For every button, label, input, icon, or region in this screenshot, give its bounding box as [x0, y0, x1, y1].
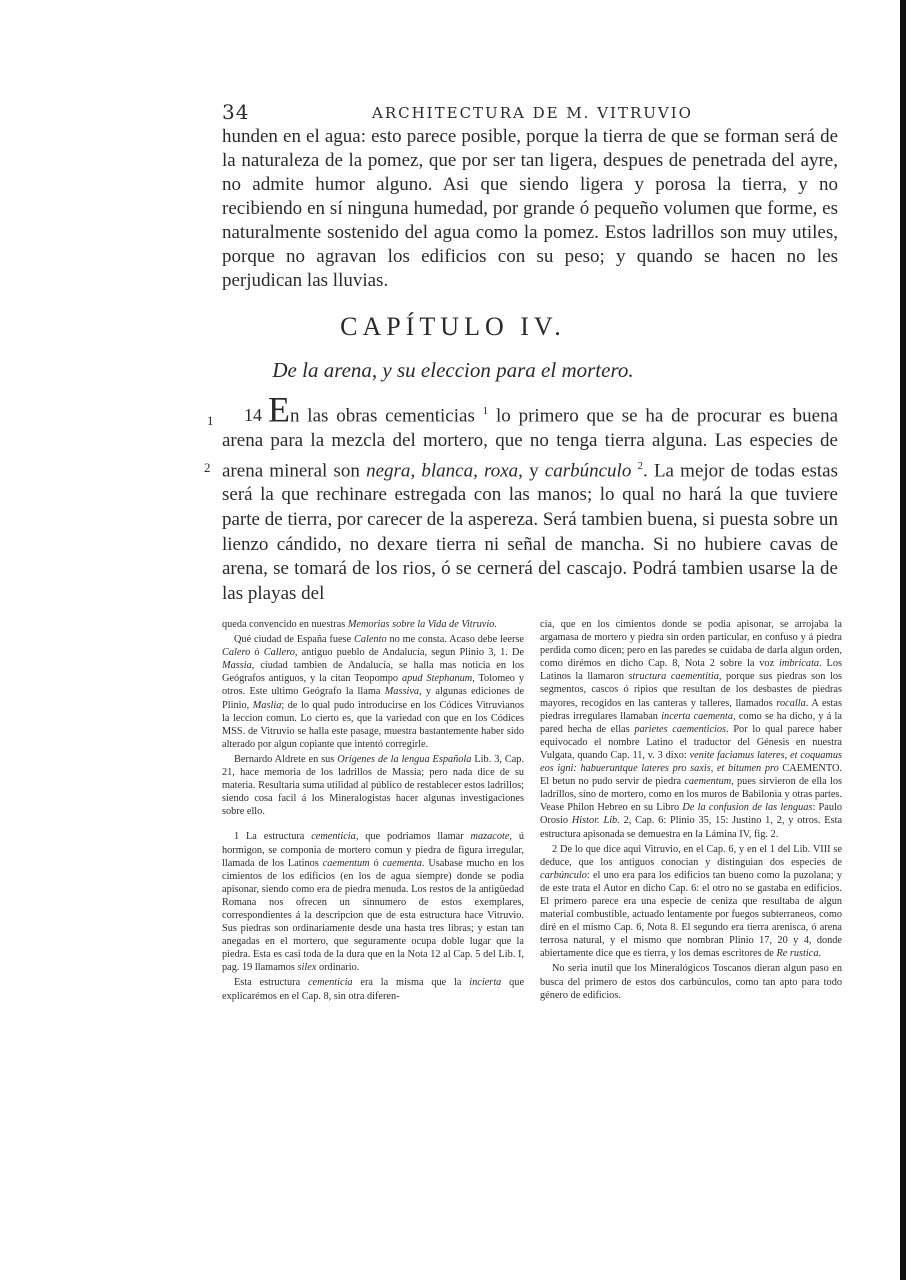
text-run: , ciudad tambien de Andalucía, se halla mas noticia en los Geógrafos antiguos, y la citan Teopompo [222, 660, 524, 685]
footnote-1 [222, 830, 524, 974]
text-run: De la confusion de las lenguas [682, 802, 813, 814]
text-run: . [818, 948, 822, 960]
footnote-paragraph [222, 633, 524, 751]
text-run: Memorias sobre la Vida de Vitruvio. [347, 619, 497, 630]
text-run: n las obras cementicias [290, 405, 475, 427]
text-run: 2, Cap. 6: Plinio 35, 15: Justino 1, 2, y otros. Esta estructura apisonada se demuestra en la Lámina IV, fig. 2. [540, 815, 843, 840]
text-run: incerta caementa [661, 710, 734, 722]
text-run: ordinario. [318, 962, 360, 974]
text-run: Maslia [252, 699, 282, 711]
chapter-title: CAPÍTULO IV. [340, 312, 566, 341]
text-run: Massiva [384, 686, 420, 698]
text-run: . A estas piedras irregulares llamaban [540, 697, 842, 722]
footnote-paragraph [222, 618, 524, 631]
text-run: caementum [684, 776, 732, 788]
footnote-2 [540, 843, 842, 961]
text-run: ó [373, 857, 379, 869]
text-run: cia, que en los cimientos donde se podia apisonar, se arrojaba la argamasa de mortero y piedra sin orden particular, en confuso y á piedra perdida como dicen; pero en las paredes se cuidaba de darla algun orden, como dirémos en dicho Cap. 8, Nota 2 sobre la voz [540, 619, 842, 670]
text-run: Calento [353, 634, 387, 646]
text-run: CAEMENTO. El betun no pudo servir de piedra [540, 763, 842, 788]
drop-cap: E [268, 389, 290, 430]
text-run: , como se ha dicho, y á la pared hecha de ellas [540, 710, 842, 735]
text-run: Esta estructura [234, 977, 301, 989]
text-run: caementa [382, 857, 422, 869]
text-run: caementum [322, 857, 370, 869]
sand-type-roxa: roxa [484, 459, 519, 481]
text-run: Re rustica [776, 948, 819, 960]
text-run: era la misma que la [360, 977, 462, 989]
running-head: ARCHITECTURA DE M. VITRUVIO [372, 104, 693, 122]
text-run: mazacote [470, 831, 510, 843]
paragraph-number: 14 [244, 405, 262, 426]
text-run: Calero [222, 647, 251, 659]
text-run: , Tolomeo y otros. Este ultimo Geógrafo la llama [222, 673, 524, 698]
text-run: cementicia [307, 977, 353, 989]
text-run: : el uno era para los edificios tan bueno como la puzolana; y de este trata el Autor en dicho Cap. 6: el otro no se gastaba en edificios. El primero parece era una especie de ceniza que resultaba de algun material combustible, actuado lentamente por fuegos subterraneos, como diré en el mismo Cap. 6, Nota 8. El segundo era tierra arenisca, ó arena terrosa natural, y el mismo que nombran Plinio 17, 20 y 4, donde abiertamente dice que es tierra, y los demas escritores de [540, 869, 842, 960]
text-run: incierta [469, 977, 502, 989]
text-run: , antiguo pueblo de Andalucía, segun Plinio 3, 1. De [294, 647, 525, 659]
text-run: lo primero que se ha de procurar es buena arena para la mezcla del mortero, que no tenga tierra alguna. Las especies de arena mineral son [222, 405, 839, 481]
sand-type-blanca: blanca [421, 459, 474, 481]
text-run: . Por lo qual parece haber equivocado el nombre Latino el traductor del Génesis en nuestra Vulgata, quando Cap. 11, v. 3 dixo: [540, 723, 843, 761]
section-14-paragraph [222, 389, 839, 606]
page-edge-shadow [900, 0, 906, 1280]
text-run: queda convencido en nuestras [222, 619, 346, 630]
footnote-paragraph [222, 976, 524, 1002]
text-run: imbricata [779, 658, 820, 670]
text-run: parietes caementicios [634, 723, 727, 735]
text-run: . Usabase mucho en los cimientos de los edificios (en los de agua siempre) donde se podia apisonar, siendo como era de piedra menuda. Los restos de la antigüedad Romana nos ofrecen un sinnumero de estos exemplares, correspondientes á la descripcion que de esta estructura hace Vitruvio. Sus piedras son ordinariamente desde una hasta tres libras; y estan tan anegadas en el mortero, que seguramente ocupa doble lugar que la piedra. Esta es casi toda de la dura que en la Nota 12 al Cap. 5 del Lib. I, pag. 19 llamamos [222, 857, 525, 974]
footnote-paragraph [222, 753, 524, 818]
text-run: : Paulo Orosio [540, 802, 843, 827]
text-run: . La mejor de todas estas será la que rechinare estregada con las manos; lo qual no hará la que tuviere parte de tierra, por carecer de la aspereza. Será tambien buena, si puesta sobre un lienzo cándido, no dexare tierra ni señal de mancha. Si no hubiere cavas de arena, se tomará de los rios, ó se cernerá del cascajo. Podrá tambien usarse la de las playas del [222, 459, 839, 604]
footnote-paragraph: No seria inutil que los Mineralógicos Toscanos dieran algun paso en busca del primero de estos dos carbúnculos, como tan apto para todo género de edificios. [540, 963, 842, 1001]
text-run: silex [297, 962, 317, 974]
text-run: 2 De lo que dice aqui Vitruvio, en el Cap. 6, y en el 1 del Lib. VIII se deduce, que los antiguos conocian y distinguian dos especies de [540, 843, 842, 868]
footnotes-left-column [222, 618, 524, 1005]
footnote-paragraph [540, 618, 842, 841]
text-run: structura caementitia [628, 671, 719, 683]
text-run: Bernardo Aldrete en sus [234, 753, 335, 765]
text-run: Orígenes de la lengua Española [337, 753, 472, 765]
text-run: cementicia [311, 831, 356, 843]
text-run: que explicarémos en el Cap. 8, sin otra diferen- [222, 977, 525, 1002]
text-run: ó [254, 647, 260, 659]
text-run: . Los Latinos la llamaron [540, 658, 842, 683]
margin-note-marker-2: 2 [204, 460, 211, 475]
text-run: Lib. 3, Cap. 21, hace memoria de los ladrillos de Massia; pero nada dice de su materia. Resultaria suma utilidad al público de restablecer estos ladrillos; siendo cosa facil á los Mineralogistas hacer algunas investigaciones sobre ello. [222, 753, 525, 818]
text-run: , ú hormigon, se componia de mortero comun y piedra de figura irregular, llamada de los Latinos [222, 831, 525, 869]
text-run: rocalla [776, 697, 806, 709]
text-run: , porque sus piedras son los segmentos, cascos ó ripios que resultan de los desbastes de piedras mayores, recogidos en las canteras y talleres, llamados [540, 671, 842, 709]
text-run: Histor. Lib. [571, 815, 620, 827]
chapter-subtitle: De la arena, y su eleccion para el mortero. [272, 358, 634, 382]
text-run: carbúnculo [540, 869, 587, 881]
text-run: , [410, 459, 416, 481]
margin-note-marker-1: 1 [207, 413, 214, 428]
text-run: , y algunas ediciones de Plinio, [222, 686, 525, 711]
sand-type-carbunculo: carbúnculo [544, 459, 632, 481]
page-number: 34 [222, 100, 250, 124]
footnotes-right-column [540, 618, 842, 1004]
text-run: Qué ciudad de España fuese [234, 634, 352, 646]
text-run: Massia [222, 660, 252, 672]
text-run: , que podriamos llamar [355, 831, 464, 843]
text-run: venite faciamus lateres, et coquamus eos igni: habueruntque lateres pro saxis, et bitumen pro [540, 749, 843, 775]
text-run: , [473, 459, 478, 481]
text-run: Callero [263, 647, 295, 659]
text-run: no me consta. Acaso debe leerse [389, 634, 524, 646]
sand-type-negra: negra [366, 459, 411, 481]
text-run: ; de lo qual pudo introducirse en los Códices Vitruvianos la leccion comun. Lo cierto es, que la variedad con que en los Códices MSS. de Vitruvio se halla este pasage, muestra bastantemente haber sido alterado por algun copiante que intentó corregirle. [222, 699, 525, 750]
footnote-ref-1: 1 [482, 405, 489, 417]
intro-paragraph: hunden en el agua: esto parece posible, porque la tierra de que se forman será de la naturaleza de la pomez, que por ser tan ligera, despues de penetrada del ayre, no admite humor alguno. Asi que siendo ligera y porosa la tierra, y no recibiendo en sí ninguna humedad, por grande ó pequeño volumen que forme, es naturalmente sostenido del agua como la pomez. Estos ladrillos son muy utiles, porque no agravan los edificios con su peso; y quando se hacen no les perjudican las lluvias. [222, 126, 838, 291]
text-run: , pues sirvieron de ella los ladrillos, sino de mortero, como en los muros de Babilonia y otras partes. Vease Philon Hebreo en su Libro [540, 776, 842, 814]
text-run: , y [518, 459, 539, 481]
text-run: 1 La estructura [234, 831, 305, 843]
text-run: apud Stephanum [401, 673, 473, 685]
footnote-ref-2: 2 [637, 459, 644, 472]
